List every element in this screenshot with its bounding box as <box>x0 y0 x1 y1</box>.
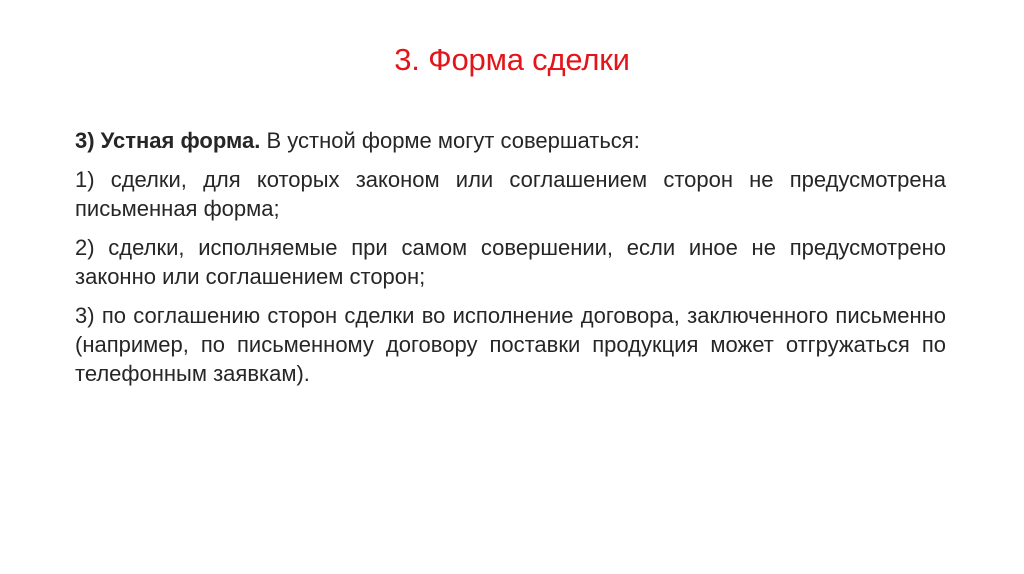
slide-title: 3. Форма сделки <box>394 42 630 77</box>
intro-paragraph <box>75 126 946 155</box>
intro-text: В устной форме могут совершаться: <box>260 128 640 153</box>
list-item-3: 3) по соглашению сторон сделки во исполнение договора, заключенного письменно (например, по письменному договору поставки продукция может отгружаться по телефонным заявкам). <box>75 303 946 386</box>
slide-body <box>75 126 946 398</box>
list-item-1: 1) сделки, для которых законом или соглашением сторон не предусмотрена письменная форма; <box>75 167 946 221</box>
intro-bold-heading: 3) Устная форма. <box>75 128 261 153</box>
list-item-2: 2) сделки, исполняемые при самом совершении, если иное не предусмотрено законно или соглашением сторон; <box>75 235 946 289</box>
